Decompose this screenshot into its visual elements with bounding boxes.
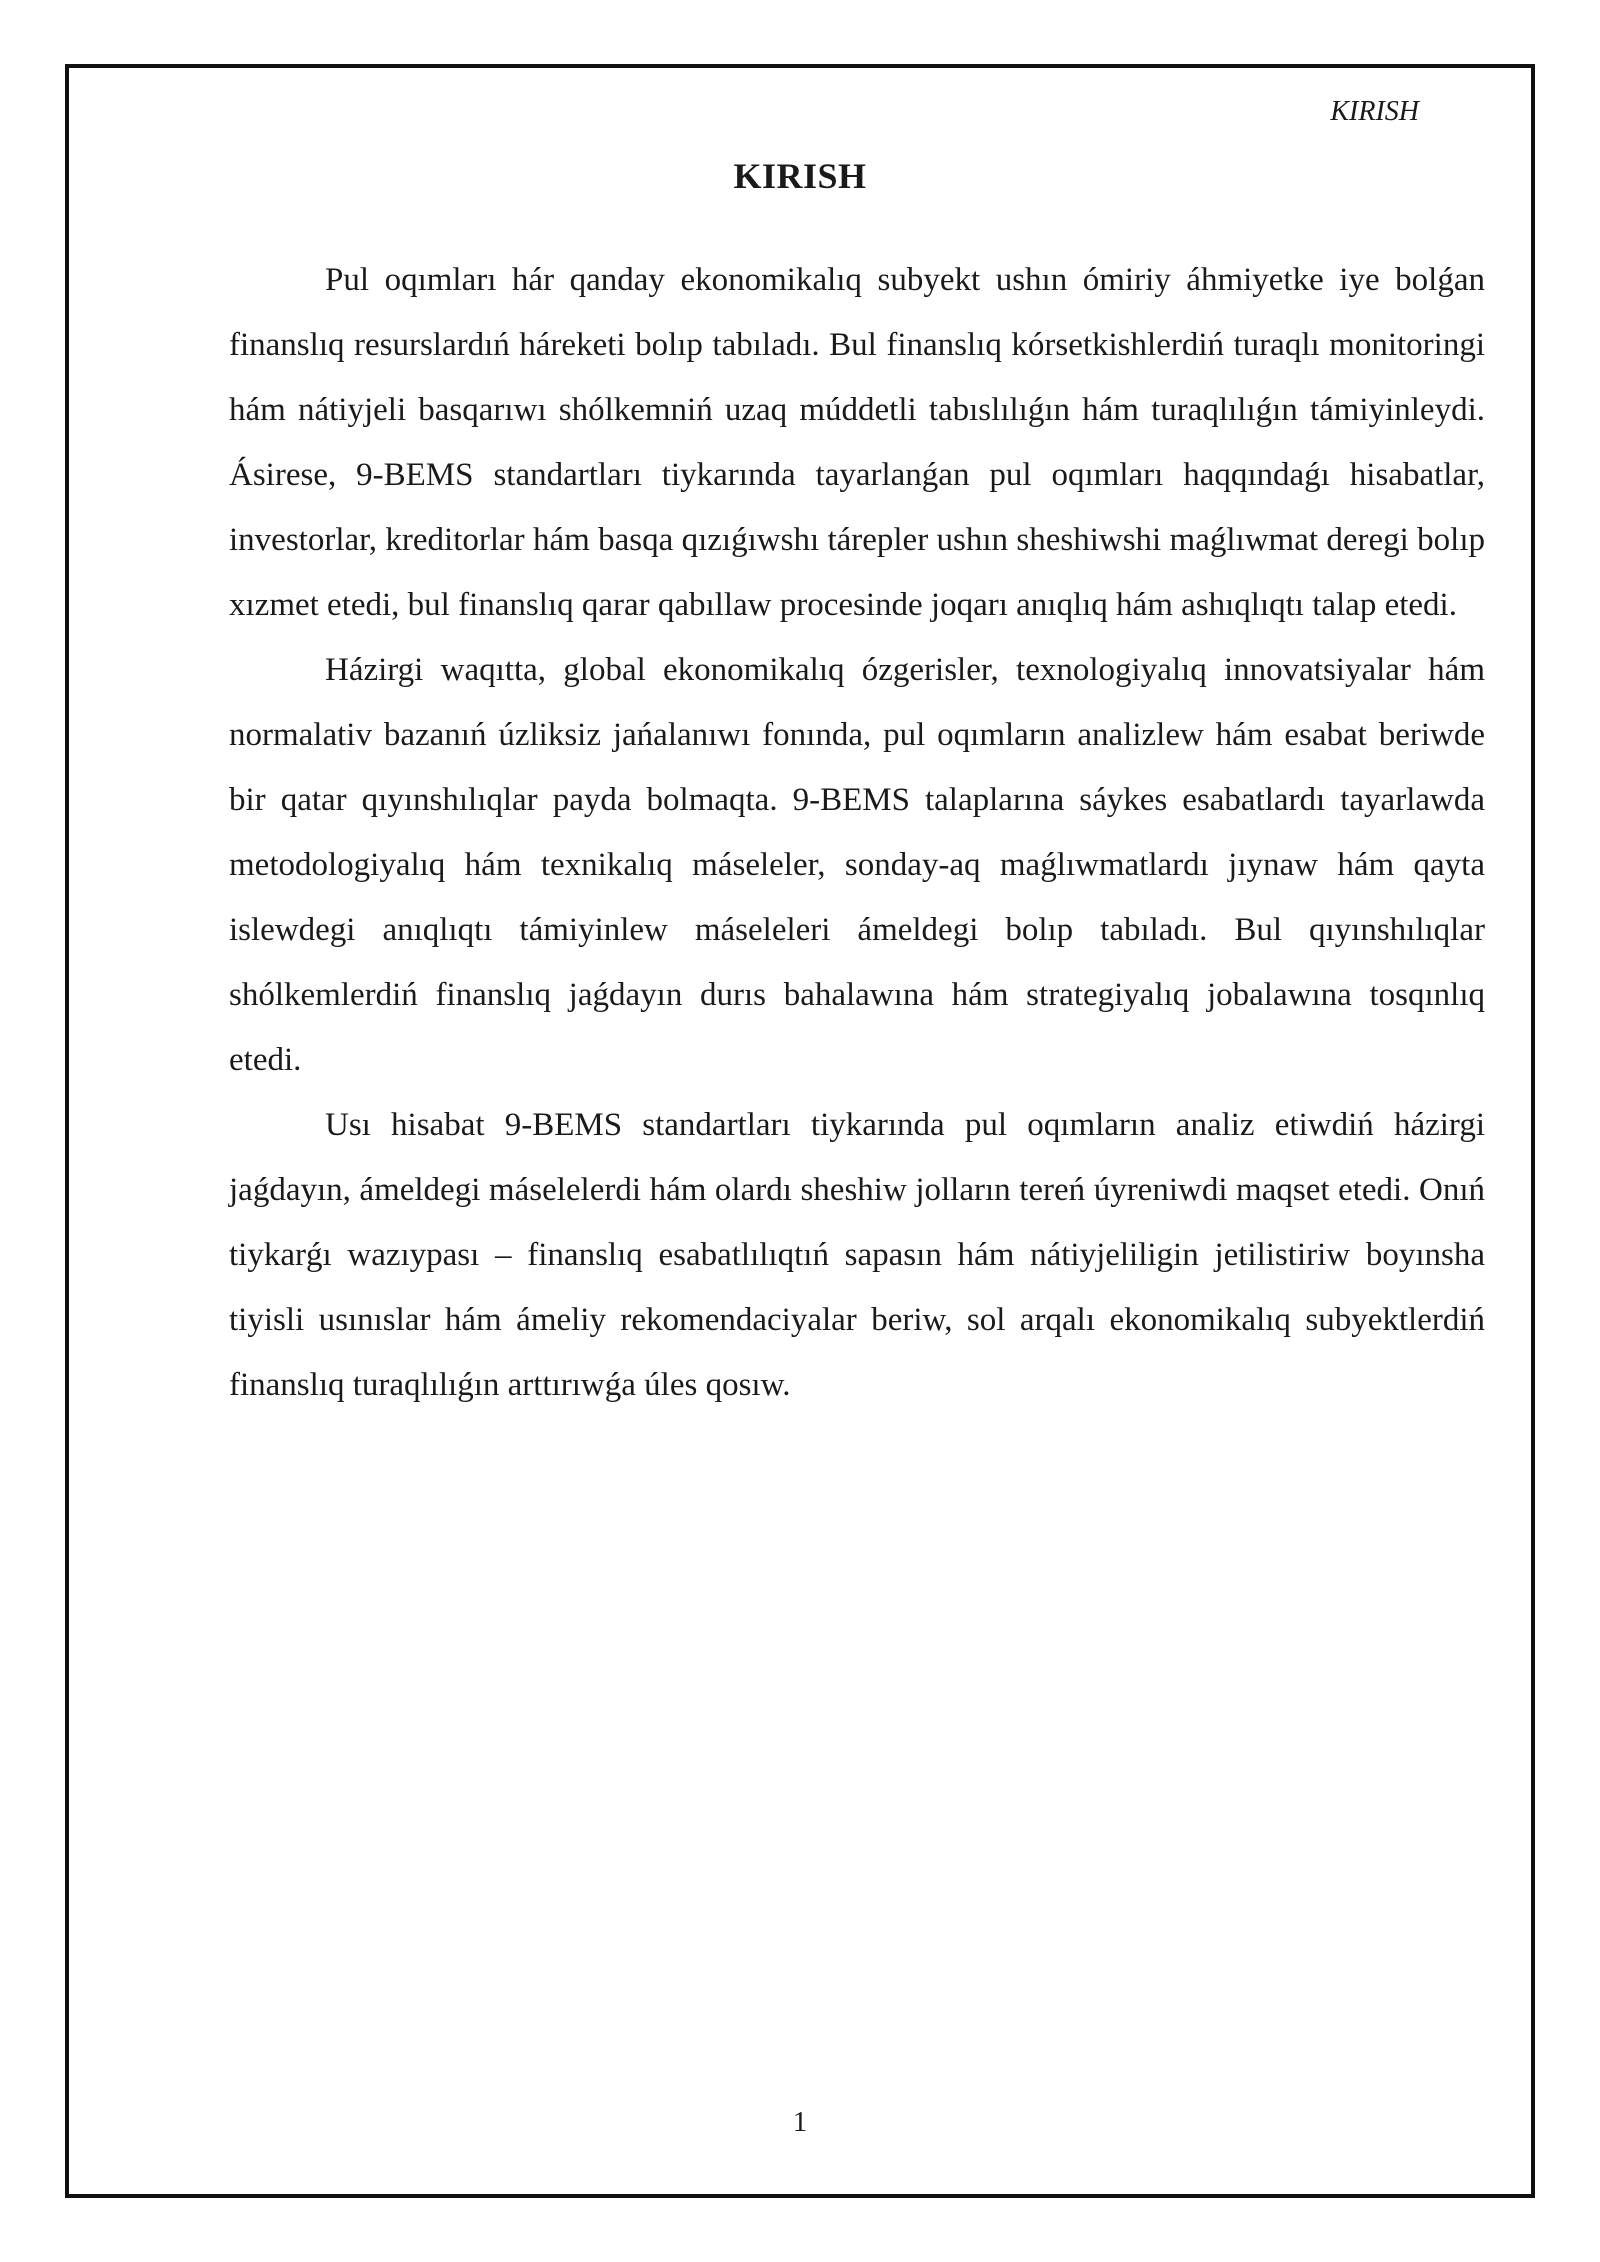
page-border [65,64,1535,2198]
paragraph-2: Házirgi waqıtta, global ekonomikalıq ózgerisler, texnologiyalıq innovatsiyalar hám normalativ bazanıń úzliksiz jańalanıwı fonında, pul oqımların analizlew hám esabat beriwde bir qatar qıyınshılıqlar payda bolmaqta. 9-BEMS talaplarına sáykes esabatlardı tayarlawda metodologiyalıq hám texnikalıq máseleler, sonday-aq maǵlıwmatlardı jıynaw hám qayta islewdegi anıqlıqtı támiyinlew máseleleri ámeldegi bolıp tabıladı. Bul qıyınshılıqlar shólkemlerdiń finanslıq jaǵdayın durıs bahalawına hám strategiyalıq jobalawına tosqınlıq etedi. [229,652,1485,1078]
page-title: KIRISH [733,156,867,196]
paragraph-3: Usı hisabat 9-BEMS standartları tiykarında pul oqımların analiz etiwdiń házirgi jaǵdayın, ámeldegi máselelerdi hám olardı sheshiw jolların tereń úyreniwdi maqset etedi. Onıń tiykarǵı wazıypası – finanslıq esabatlılıqtıń sapasın hám nátiyjeliligin jetilistiriw boyınsha tiyisli usınıslar hám ámeliy rekomendaciyalar beriw, sol arqalı ekonomikalıq subyektlerdiń finanslıq turaqlılıǵın arttırıwǵa úles qosıw. [229,1107,1485,1403]
running-header: KIRISH [1330,96,1419,127]
body-text [229,248,1485,1418]
page-number: 1 [792,2106,808,2138]
paragraph-1: Pul oqımları hár qanday ekonomikalıq subyekt ushın ómiriy áhmiyetke iye bolǵan finanslıq resurslardıń háreketi bolıp tabıladı. Bul finanslıq kórsetkishlerdiń turaqlı monitoringi hám nátiyjeli basqarıwı shólkemniń uzaq múddetli tabıslılıǵın hám turaqlılıǵın támiyinleydi. Ásirese, 9-BEMS standartları tiykarında tayarlanǵan pul oqımları haqqındaǵı hisabatlar, investorlar, kreditorlar hám basqa qızıǵıwshı tárepler ushın sheshiwshi maǵlıwmat deregi bolıp xızmet etedi, bul finanslıq qarar qabıllaw procesinde joqarı anıqlıq hám ashıqlıqtı talap etedi. [229,262,1485,623]
